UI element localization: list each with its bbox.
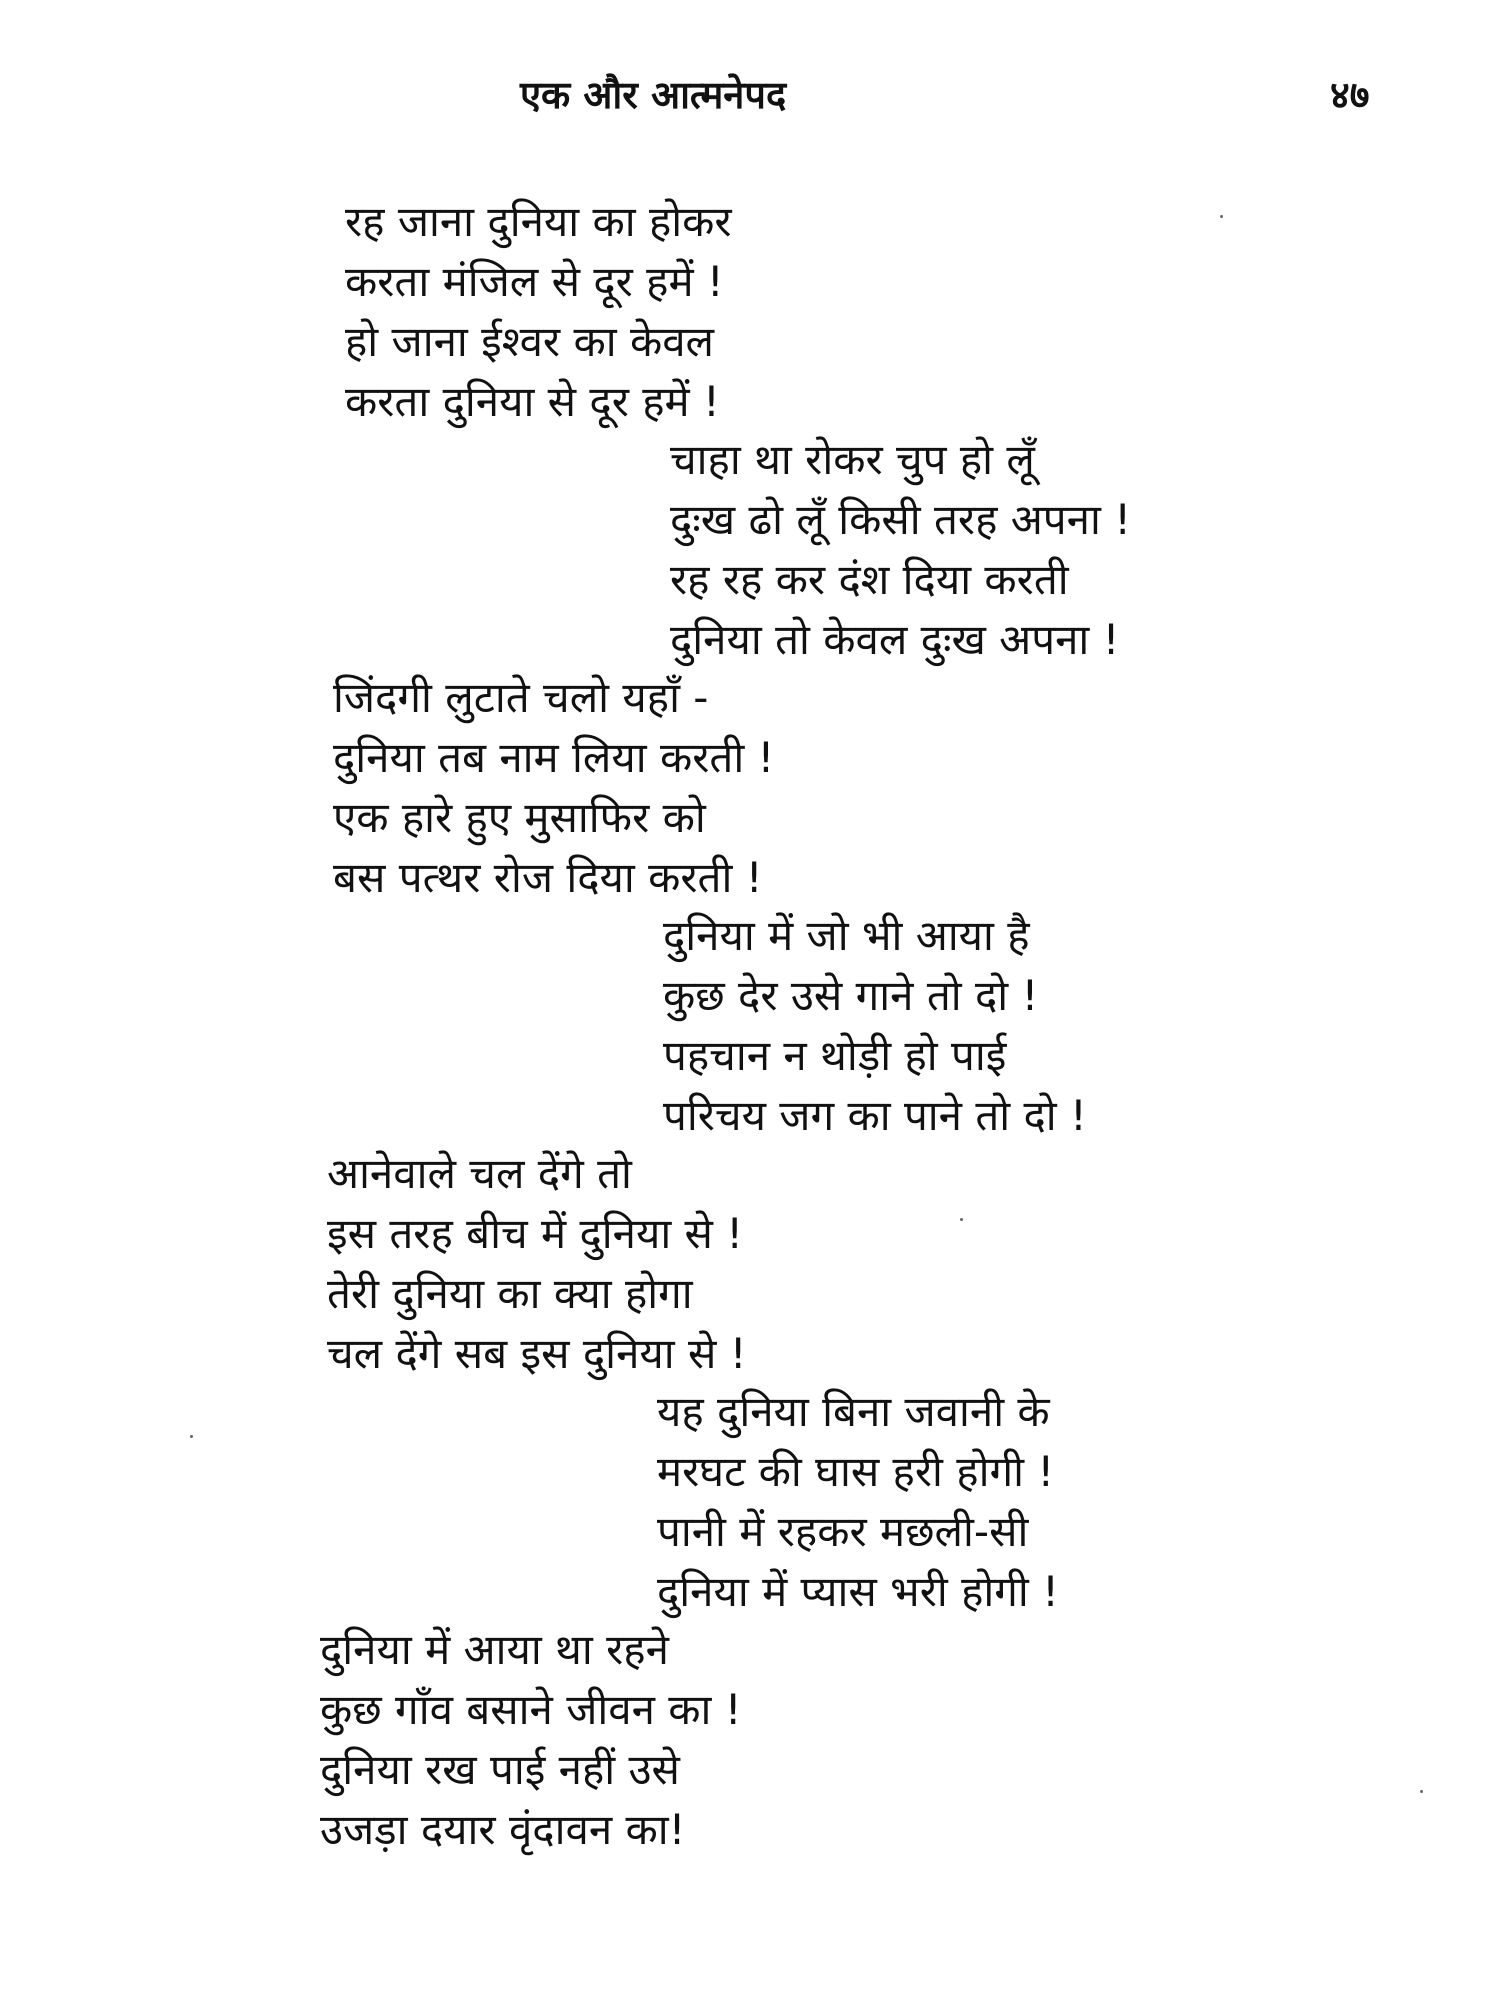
poem-line: दुनिया तब नाम लिया करती ! (333, 733, 775, 782)
poem-line: दुःख ढो लूँ किसी तरह अपना ! (670, 495, 1132, 544)
running-head (0, 70, 1500, 120)
poem-line: यह दुनिया बिना जवानी के (657, 1387, 1050, 1436)
poem-line: दुनिया रख पाई नहीं उसे (320, 1745, 680, 1794)
poem-line: तेरी दुनिया का क्या होगा (327, 1269, 693, 1318)
stanza-3 (333, 668, 774, 908)
scan-speck (190, 1435, 193, 1438)
poem-line: पहचान न थोड़ी हो पाई (663, 1031, 1007, 1080)
poem-line: कुछ गाँव बसाने जीवन का ! (320, 1685, 742, 1734)
poem-line: जिंदगी लुटाते चलो यहाँ - (333, 673, 709, 722)
scan-speck (960, 1218, 963, 1221)
page-number: ४७ (1330, 73, 1370, 117)
poem-line: पानी में रहकर मछली-सी (657, 1507, 1029, 1556)
poem-line: रह रह कर दंश दिया करती (670, 555, 1069, 604)
page-title: एक और आत्मनेपद (520, 73, 787, 117)
stanza-6 (657, 1382, 1059, 1622)
poem-line: कुछ देर उसे गाने तो दो ! (663, 971, 1039, 1020)
poem-line: एक हारे हुए मुसाफिर को (333, 793, 706, 842)
poem-line: करता मंजिल से दूर हमें ! (345, 257, 724, 306)
poem-line: परिचय जग का पाने तो दो ! (663, 1091, 1087, 1140)
poem-line: दुनिया तो केवल दुःख अपना ! (670, 615, 1120, 664)
scan-speck (1420, 1790, 1423, 1793)
poem-line: बस पत्थर रोज दिया करती ! (333, 853, 763, 902)
poem-line: इस तरह बीच में दुनिया से ! (327, 1209, 744, 1258)
poem-line: दुनिया में आया था रहने (320, 1625, 669, 1674)
poem-line: आनेवाले चल देंगे तो (327, 1149, 632, 1198)
stanza-2 (670, 430, 1131, 670)
poem-line: करता दुनिया से दूर हमें ! (345, 377, 720, 426)
poem-line: दुनिया में प्यास भरी होगी ! (657, 1567, 1059, 1616)
stanza-7 (320, 1620, 742, 1860)
stanza-5 (327, 1144, 747, 1384)
stanza-4 (663, 906, 1087, 1146)
poem-line: दुनिया में जो भी आया है (663, 911, 1030, 960)
poem-line: मरघट की घास हरी होगी ! (657, 1447, 1055, 1496)
poem-line: चाहा था रोकर चुप हो लूँ (670, 435, 1035, 484)
stanza-1 (345, 192, 732, 432)
scan-speck (1220, 215, 1223, 218)
poem-line: चल देंगे सब इस दुनिया से ! (327, 1329, 747, 1378)
poem-line: रह जाना दुनिया का होकर (345, 197, 732, 246)
poem-line: उजड़ा दयार वृंदावन का! (320, 1805, 686, 1854)
poem-line: हो जाना ईश्वर का केवल (345, 317, 715, 366)
